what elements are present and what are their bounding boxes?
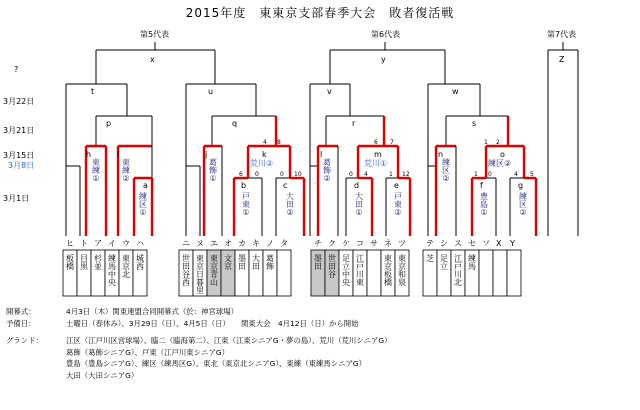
info-value: 4月3日（木）関東連盟合同開幕式（於：神宮球場） (66, 307, 239, 316)
node-q: q (232, 119, 238, 128)
team-letter: ヌ (196, 239, 204, 248)
info-value: 葛飾（葛飾シニアG）、戸東（江戸川東シニアG） (66, 347, 229, 357)
node-k: k (262, 150, 267, 159)
team-letter: ケ (342, 239, 350, 248)
round-label-final: ? (14, 65, 19, 74)
bracket-block-7th (548, 42, 578, 236)
node-j: j (205, 150, 208, 159)
score-f-left: 1 (474, 171, 478, 178)
team-name: 大田 (251, 254, 261, 270)
score-c-right: 10 (294, 171, 302, 178)
score-b-left: 6 (239, 171, 243, 178)
node-h: h (86, 150, 92, 159)
node-r: r (352, 119, 356, 128)
team-name: 世田谷西 (181, 254, 191, 286)
round-label-0315: 3月15日 (3, 151, 35, 160)
team-letter: ツ (398, 239, 406, 248)
node-g-label: 練区② (518, 192, 528, 217)
node-l: l (117, 150, 120, 159)
score-m-right: 7 (390, 139, 394, 146)
node-m: m (374, 150, 382, 159)
info-row-reserve (6, 318, 636, 330)
node-e-label: 戸東② (393, 192, 403, 217)
info-label (6, 370, 66, 382)
node-a: a (143, 181, 148, 190)
node-g: g (518, 181, 524, 190)
team-letter: ア (94, 239, 102, 248)
team-box (479, 250, 493, 296)
info-value: 土曜日（春休み）、3月29日（日）、4月5日（日） 関東大会 4月12日（日）から開始 (66, 318, 359, 328)
section-7th: 第7代表 (547, 30, 577, 39)
node-n: n (438, 150, 444, 159)
node-f-label: 豊島① (479, 192, 489, 217)
team-box (367, 250, 381, 296)
team-name: 東京日暮里 (195, 254, 205, 294)
bracket-block-5th (66, 42, 304, 236)
node-b-label: 戸東① (241, 192, 251, 217)
page-title: 2015年度 東東京支部春季大会 敗者復活戦 (185, 6, 455, 20)
team-letter: Y (510, 239, 515, 248)
team-name: 墨田 (237, 254, 247, 270)
node-k-label: 荒川② (250, 159, 274, 168)
team-letter: チ (314, 239, 322, 248)
team-name: 世田谷 (327, 254, 337, 278)
team-name: 足立 (439, 254, 449, 270)
node-c-label: 大田② (285, 192, 295, 217)
node-w: w (452, 87, 459, 96)
info-label: 予備日： (6, 318, 36, 328)
info-value: 江区（江戸川区営球場）、臨二（臨海第二）、江東（江東シニアG・夢の島）、荒川（荒川シニアG） (66, 336, 392, 346)
team-box (277, 250, 291, 296)
team-name: 文京 (223, 254, 233, 270)
node-p: p (106, 119, 112, 128)
node-h-label: 東練① (91, 158, 101, 183)
team-letter: ノ (266, 239, 274, 248)
team-letter: ソ (482, 239, 490, 248)
team-letter: ウ (122, 239, 130, 248)
team-letter: イ (108, 239, 116, 248)
team-letter: ヒ (66, 239, 74, 248)
info-row-ground-2 (6, 347, 636, 359)
info-label: 開幕式： (6, 307, 36, 316)
node-m-label: 荒川① (364, 159, 388, 168)
score-d-left: 0 (349, 171, 353, 178)
node-n-label: 練区② (441, 158, 451, 183)
info-row-ground-3 (6, 358, 636, 370)
team-letter: カ (238, 239, 246, 248)
round-label-0322: 3月22日 (3, 97, 35, 106)
section-6th: 第6代表 (371, 30, 401, 39)
team-name: 板橋 (65, 254, 75, 270)
team-name: 江戸川北 (453, 254, 463, 286)
team-name: 練馬 (467, 254, 477, 270)
node-j-label: 葛飾① (208, 158, 218, 183)
node-f: f (480, 181, 483, 190)
node-b: b (241, 181, 247, 190)
score-b-right: 0 (255, 171, 259, 178)
score-c-left: 0 (280, 171, 284, 178)
team-letter: キ (252, 239, 260, 248)
team-letter: オ (224, 239, 232, 248)
node-a-label: 練区① (138, 192, 148, 217)
score-m-left: 6 (374, 139, 378, 146)
info-row-opening (6, 306, 636, 318)
node-u: u (208, 87, 214, 96)
score-g-right: 5 (530, 171, 534, 178)
score-k-right: 8 (277, 139, 281, 146)
node-Z: Z (559, 55, 565, 64)
team-letter: ト (80, 239, 88, 248)
score-o-left: 1 (484, 139, 488, 146)
team-name: 江戸川東 (355, 254, 365, 286)
team-name: 東京青山 (209, 254, 219, 286)
team-name: 芝 (425, 254, 435, 262)
team-letter: ク (328, 239, 336, 248)
info-row-ground-4 (6, 370, 636, 382)
score-g-left: 4 (514, 171, 518, 178)
info-row-ground (6, 335, 636, 347)
node-o: o (500, 150, 505, 159)
node-l2: l (320, 150, 323, 159)
team-letter: タ (280, 239, 288, 248)
team-name: 目黒 (79, 254, 89, 270)
team-letter: ス (454, 239, 462, 248)
score-f-right: 0 (488, 171, 492, 178)
team-name: 練馬中央 (107, 254, 117, 286)
round-label-0301: 3月1日 (3, 194, 30, 203)
score-e-left: 1 (389, 171, 393, 178)
team-name: 杉並 (93, 254, 103, 270)
node-d: d (354, 181, 360, 190)
node-c: c (283, 181, 288, 190)
node-x: x (150, 55, 155, 64)
node-l2-label: 葛飾② (322, 158, 332, 183)
node-d-label: 大田① (354, 192, 364, 217)
node-o-label: 練区② (488, 159, 512, 168)
node-e: e (394, 181, 399, 190)
team-letter: コ (356, 239, 364, 248)
node-s: s (472, 119, 477, 128)
team-letter: ネ (384, 239, 392, 248)
info-label (6, 358, 66, 370)
team-letter: テ (426, 239, 434, 248)
team-letter: ハ (136, 239, 144, 248)
score-e-right: 12 (402, 171, 410, 178)
team-letter: サ (370, 239, 378, 248)
team-name: 東京北 (121, 254, 131, 278)
node-v: v (327, 87, 332, 96)
team-name: 葛飾 (265, 254, 275, 270)
node-y: y (381, 55, 386, 64)
team-letter: シ (440, 239, 448, 248)
node-t: t (91, 87, 95, 96)
bracket-block-6th (310, 42, 536, 236)
team-name: 墨田 (313, 254, 323, 270)
team-row (63, 239, 521, 296)
team-letter: X (496, 239, 502, 248)
score-o-right: 2 (496, 139, 500, 146)
score-k-left: 4 (263, 139, 267, 146)
team-name: 東京板橋 (383, 254, 393, 286)
info-section (6, 306, 636, 382)
team-letter: ニ (182, 239, 190, 248)
info-label (6, 347, 66, 359)
team-box (493, 250, 507, 296)
info-value: 大田（大田シニアG） (66, 370, 139, 380)
node-l-label: 東練② (121, 158, 131, 183)
team-name: 東京和泉 (397, 254, 407, 286)
info-value: 豊島（豊島シニアG）、練区（練馬区G）、東北（東京北シニアG）、東練（東練馬シニアG） (66, 359, 367, 369)
team-name: 城西 (135, 254, 145, 270)
score-d-right: 4 (364, 171, 368, 178)
team-letter: エ (210, 239, 218, 248)
team-box (507, 250, 521, 296)
section-5th: 第5代表 (140, 30, 170, 39)
round-label-0321: 3月21日 (3, 126, 35, 135)
round-label-0308: 3月8日 (8, 161, 35, 170)
team-name: 足立中央 (341, 254, 351, 286)
team-letter: セ (468, 239, 476, 248)
info-label: グランド： (6, 336, 43, 346)
